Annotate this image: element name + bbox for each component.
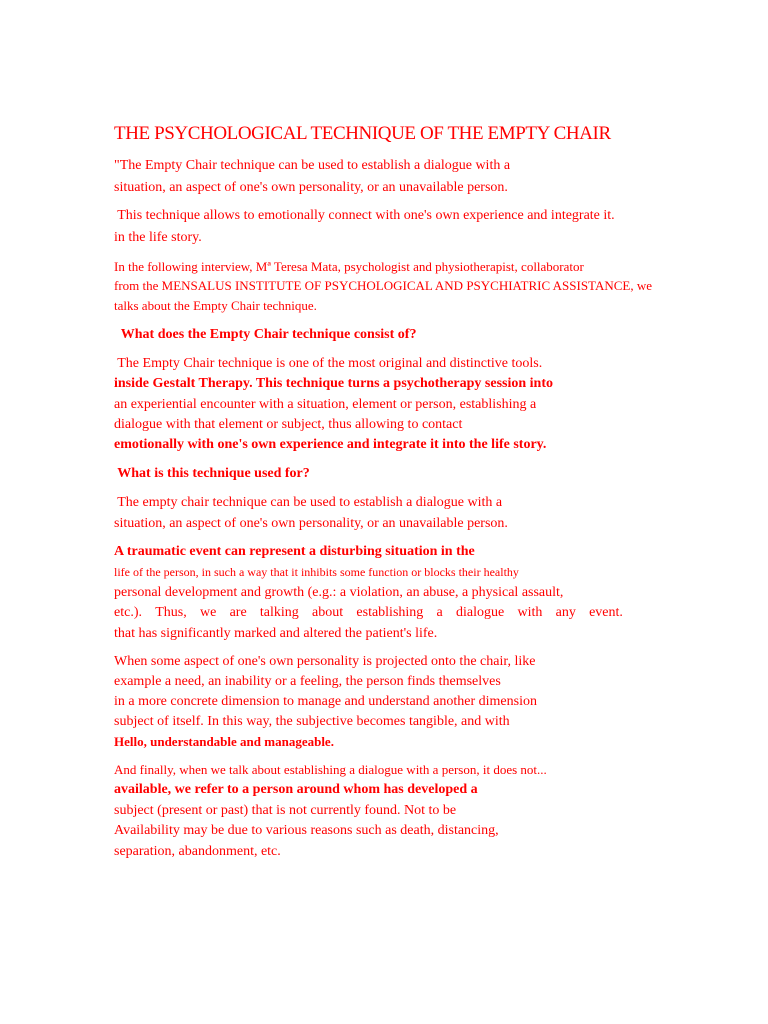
traumatic-line-3: personal development and growth (e.g.: a violation, an abuse, a physical assault, (114, 585, 564, 600)
word: etc.). (114, 605, 142, 620)
word: with (517, 605, 543, 620)
word: a (436, 605, 443, 620)
word: talking (259, 605, 299, 620)
finally-line-3: subject (present or past) that is not currently found. Not to be (114, 803, 457, 818)
traumatic-line-1: A traumatic event can represent a disturbing situation in the (114, 544, 475, 559)
answer-used-line-2: situation, an aspect of one's own personality, or an unavailable person. (114, 516, 508, 531)
personality-line-4: subject of itself. In this way, the subjective becomes tangible, and with (114, 714, 510, 729)
question-used-for: What is this technique used for? (114, 466, 310, 481)
answer-consist-line-5: emotionally with one's own experience and integrate it into the life story. (114, 437, 547, 452)
finally-line-4: Availability may be due to various reasons such as death, distancing, (114, 823, 499, 838)
word: are (229, 605, 247, 620)
word: establishing (356, 605, 424, 620)
word: dialogue (456, 605, 505, 620)
finally-line-2: available, we refer to a person around whom has developed a (114, 782, 478, 797)
word: about (312, 605, 344, 620)
personality-line-5: Hello, understandable and manageable. (114, 734, 334, 749)
answer-consist-line-3: an experiential encounter with a situation, element or person, establishing a (114, 397, 537, 412)
interview-line-3: talks about the Empty Chair technique. (114, 298, 317, 313)
answer-consist-line-1: The Empty Chair technique is one of the most original and distinctive tools. (114, 356, 543, 371)
personality-line-1: When some aspect of one's own personality is projected onto the chair, like (114, 654, 536, 669)
answer-consist-line-2: inside Gestalt Therapy. This technique turns a psychotherapy session into (114, 376, 554, 391)
finally-line-1: And finally, when we talk about establishing a dialogue with a person, it does not... (114, 762, 547, 777)
traumatic-line-2: life of the person, in such a way that it inhibits some function or blocks their healthy (114, 565, 519, 579)
question-consist: What does the Empty Chair technique consist of? (114, 327, 417, 342)
word: we (199, 605, 217, 620)
personality-line-3: in a more concrete dimension to manage and understand another dimension (114, 694, 537, 709)
traumatic-line-4 (114, 605, 623, 621)
finally-line-5: separation, abandonment, etc. (114, 844, 281, 859)
intro-line-2: situation, an aspect of one's own personality, or an unavailable person. (114, 180, 508, 195)
answer-used-line-1: The empty chair technique can be used to establish a dialogue with a (114, 495, 503, 510)
interview-line-1: In the following interview, Mª Teresa Mata, psychologist and physiotherapist, collaborator (114, 259, 584, 274)
connect-line-2: in the life story. (114, 230, 202, 245)
intro-line-1: "The Empty Chair technique can be used to establish a dialogue with a (114, 158, 511, 173)
word: Thus, (155, 605, 187, 620)
word: event. (589, 605, 623, 620)
answer-consist-line-4: dialogue with that element or subject, thus allowing to contact (114, 417, 463, 432)
traumatic-line-5: that has significantly marked and altered the patient's life. (114, 626, 438, 641)
interview-line-2: from the MENSALUS INSTITUTE OF PSYCHOLOGICAL AND PSYCHIATRIC ASSISTANCE, we (114, 278, 653, 293)
word: any (555, 605, 576, 620)
document-title: THE PSYCHOLOGICAL TECHNIQUE OF THE EMPTY CHAIR (114, 123, 611, 144)
connect-line-1: This technique allows to emotionally connect with one's own experience and integrate it. (114, 208, 615, 223)
personality-line-2: example a need, an inability or a feeling, the person finds themselves (114, 674, 501, 689)
